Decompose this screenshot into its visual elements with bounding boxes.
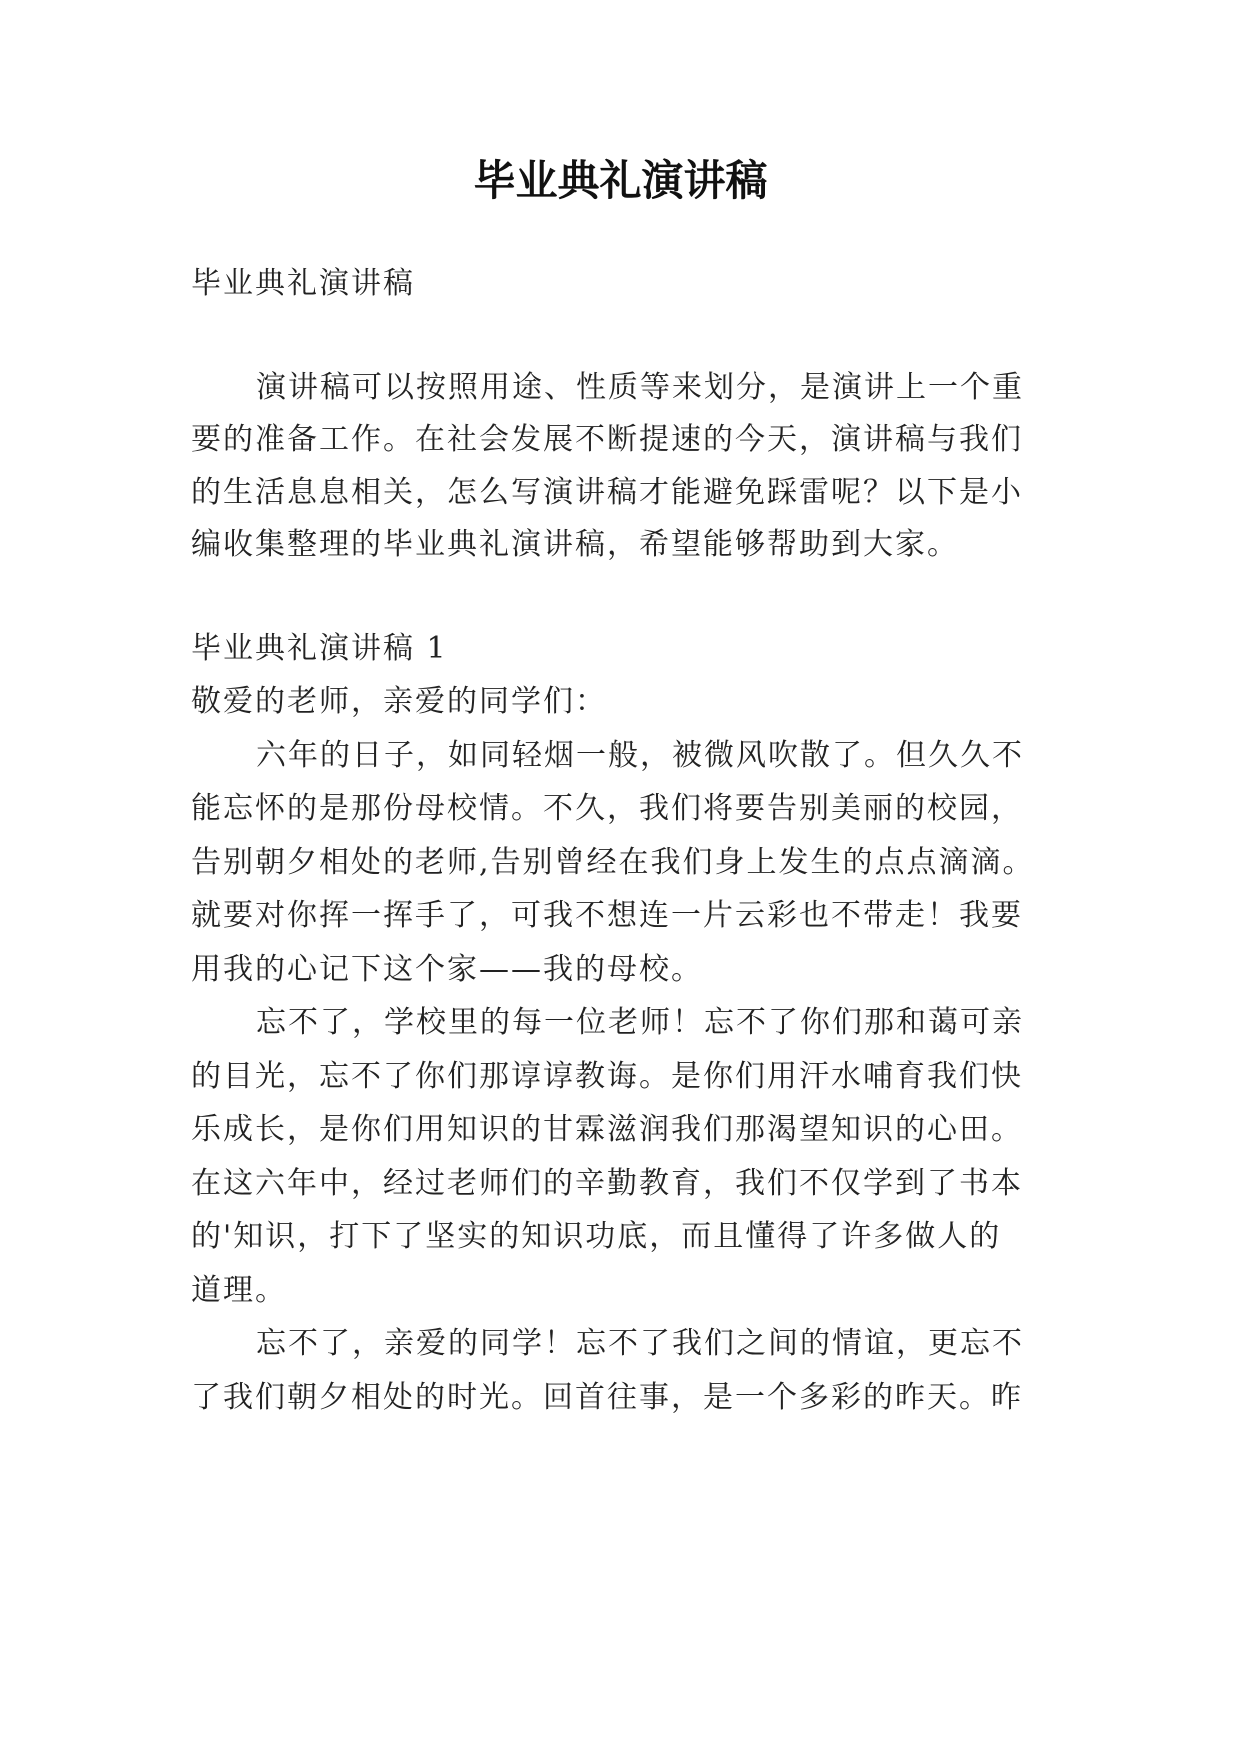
document-subtitle: 毕业典礼演讲稿: [191, 266, 415, 301]
intro-line: 的生活息息相关，怎么写演讲稿才能避免踩雷呢？以下是小: [191, 475, 1023, 510]
paragraph-line: 能忘怀的是那份母校情。不久，我们将要告别美丽的校园，: [191, 791, 1023, 826]
salutation: 敬爱的老师，亲爱的同学们：: [191, 684, 607, 719]
paragraph-line: 告别朝夕相处的老师,告别曾经在我们身上发生的点点滴滴。: [191, 845, 1035, 880]
paragraph-line: 忘不了，学校里的每一位老师！忘不了你们那和蔼可亲: [256, 1005, 1024, 1040]
paragraph-line: 就要对你挥一挥手了，可我不想连一片云彩也不带走！我要: [191, 898, 1023, 933]
paragraph-line: 道理。: [191, 1273, 287, 1308]
paragraph-line: 六年的日子，如同轻烟一般，被微风吹散了。但久久不: [256, 738, 1024, 773]
paragraph-line: 用我的心记下这个家——我的母校。: [191, 952, 703, 987]
paragraph-line: 了我们朝夕相处的时光。回首往事，是一个多彩的昨天。昨: [191, 1380, 1023, 1415]
intro-line: 演讲稿可以按照用途、性质等来划分，是演讲上一个重: [256, 370, 1024, 405]
paragraph-line: 在这六年中，经过老师们的辛勤教育，我们不仅学到了书本: [191, 1166, 1023, 1201]
paragraph-line: 的'知识，打下了坚实的知识功底，而且懂得了许多做人的: [191, 1219, 1002, 1254]
document-title: 毕业典礼演讲稿: [473, 156, 768, 205]
intro-line: 编收集整理的毕业典礼演讲稿，希望能够帮助到大家。: [191, 527, 959, 562]
paragraph-line: 的目光，忘不了你们那谆谆教诲。是你们用汗水哺育我们快: [191, 1059, 1023, 1094]
paragraph-line: 乐成长，是你们用知识的甘霖滋润我们那渴望知识的心田。: [191, 1112, 1023, 1147]
intro-line: 要的准备工作。在社会发展不断提速的今天，演讲稿与我们: [191, 422, 1023, 457]
paragraph-line: 忘不了，亲爱的同学！忘不了我们之间的情谊，更忘不: [256, 1326, 1024, 1361]
section-heading: 毕业典礼演讲稿 1: [191, 631, 448, 666]
